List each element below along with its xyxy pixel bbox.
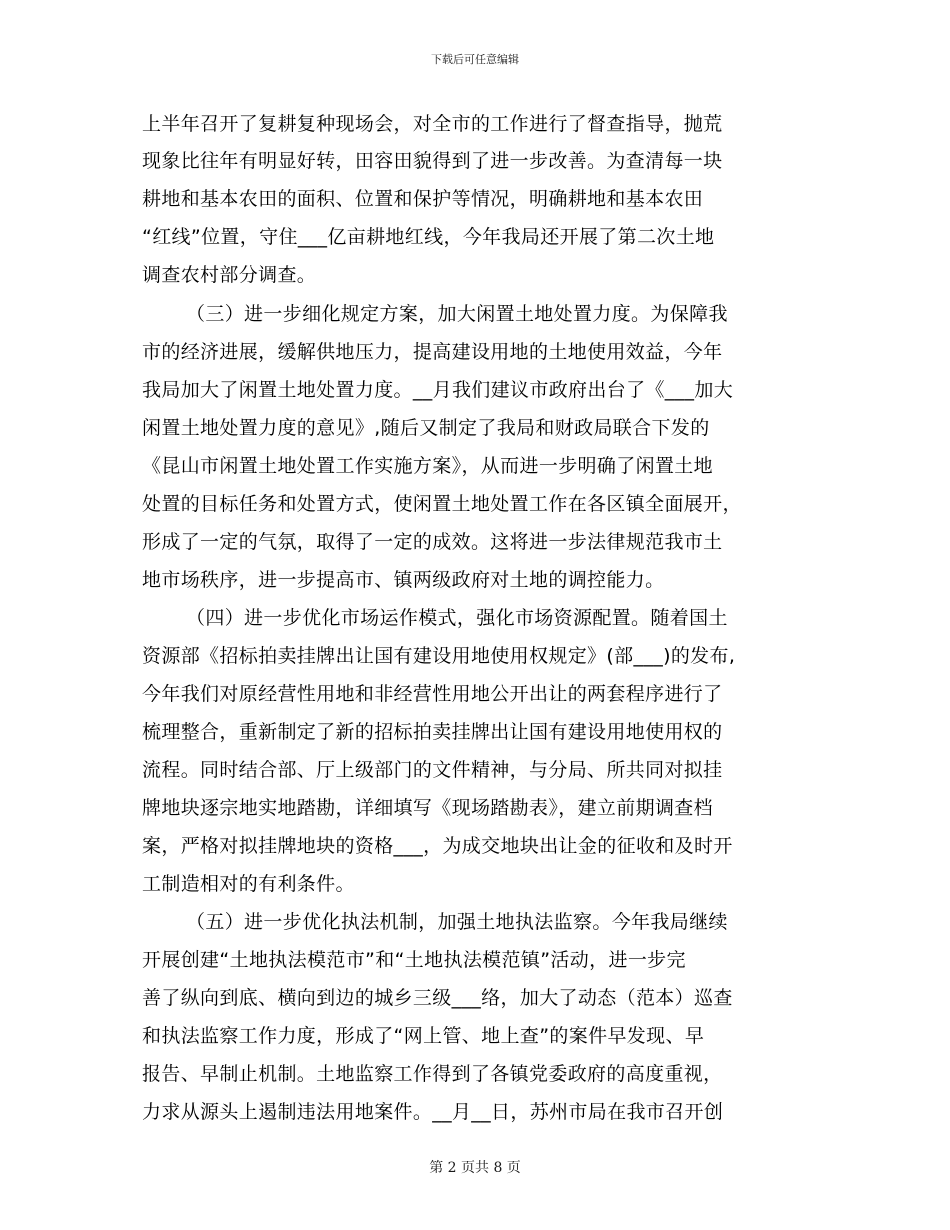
text-line: 调查农村部分调查。: [142, 264, 317, 286]
text-line: 形成了一定的气氛，取得了一定的成效。这将进一步法律规范我市土: [142, 531, 723, 553]
text-line: 梳理整合，重新制定了新的招标拍卖挂牌出让国有建设用地使用权的: [142, 721, 723, 743]
text-line: 牌地块逐宗地实地踏勘，详细填写《现场踏勘表》，建立前期调查档: [142, 797, 714, 819]
text-line: 现象比往年有明显好转，田容田貌得到了进一步改善。为查清每一块: [142, 150, 723, 172]
text-line: 报告、早制止机制。土地监察工作得到了各镇党委政府的高度重视，: [142, 1063, 723, 1085]
text-line: 闲置土地处置力度的意见》,随后又制定了我局和财政局联合下发的: [142, 417, 710, 439]
text-line: 今年我们对原经营性用地和非经营性用地公开出让的两套程序进行了: [142, 683, 723, 705]
text-line: 资源部《招标拍卖挂牌出让国有建设用地使用权规定》(部___)的发布,: [142, 645, 736, 667]
text-line: 和执法监察工作力度，形成了“网上管、地上查”的案件早发现、早: [142, 1025, 705, 1047]
text-line: “红线”位置，守住___亿亩耕地红线，今年我局还开展了第二次土地: [142, 226, 715, 248]
text-line: 上半年召开了复耕复种现场会，对全市的工作进行了督查指导，抛荒: [142, 113, 723, 135]
page-footer: 第 2 页共 8 页: [429, 1160, 521, 1176]
text-line: 地市场秩序，进一步提高市、镇两级政府对土地的调控能力。: [142, 569, 665, 591]
text-line: 善了纵向到底、横向到边的城乡三级___络，加大了动态（范本）巡查: [142, 987, 733, 1009]
text-line: （三）进一步细化规定方案，加大闲置土地处置力度。为保障我: [186, 303, 728, 325]
text-line: 市的经济进展，缓解供地压力，提高建设用地的土地使用效益，今年: [142, 341, 723, 363]
text-line: 开展创建“土地执法模范市”和“土地执法模范镇”活动，进一步完: [142, 949, 686, 971]
text-line: 我局加大了闲置土地处置力度。__月我们建议市政府出台了《___加大: [142, 379, 734, 401]
text-line: （五）进一步优化执法机制，加强土地执法监察。今年我局继续: [186, 911, 728, 933]
text-line: 力求从源头上遏制违法用地案件。__月__日，苏州市局在我市召开创: [142, 1101, 724, 1123]
text-line: 《昆山市闲置土地处置工作实施方案》，从而进一步明确了闲置土地: [142, 455, 714, 477]
text-line: （四）进一步优化市场运作模式，强化市场资源配置。随着国土: [186, 607, 728, 629]
text-line: 处置的目标任务和处置方式，使闲置土地处置工作在各区镇全面展开，: [142, 493, 742, 515]
text-line: 耕地和基本农田的面积、位置和保护等情况，明确耕地和基本农田: [142, 188, 704, 210]
page-header: 下载后可任意编辑: [431, 53, 519, 66]
text-line: 工制造相对的有利条件。: [142, 873, 355, 895]
text-line: 流程。同时结合部、厅上级部门的文件精神，与分局、所共同对拟挂: [142, 759, 723, 781]
text-line: 案，严格对拟挂牌地块的资格___，为成交地块出让金的征收和及时开: [142, 835, 733, 857]
